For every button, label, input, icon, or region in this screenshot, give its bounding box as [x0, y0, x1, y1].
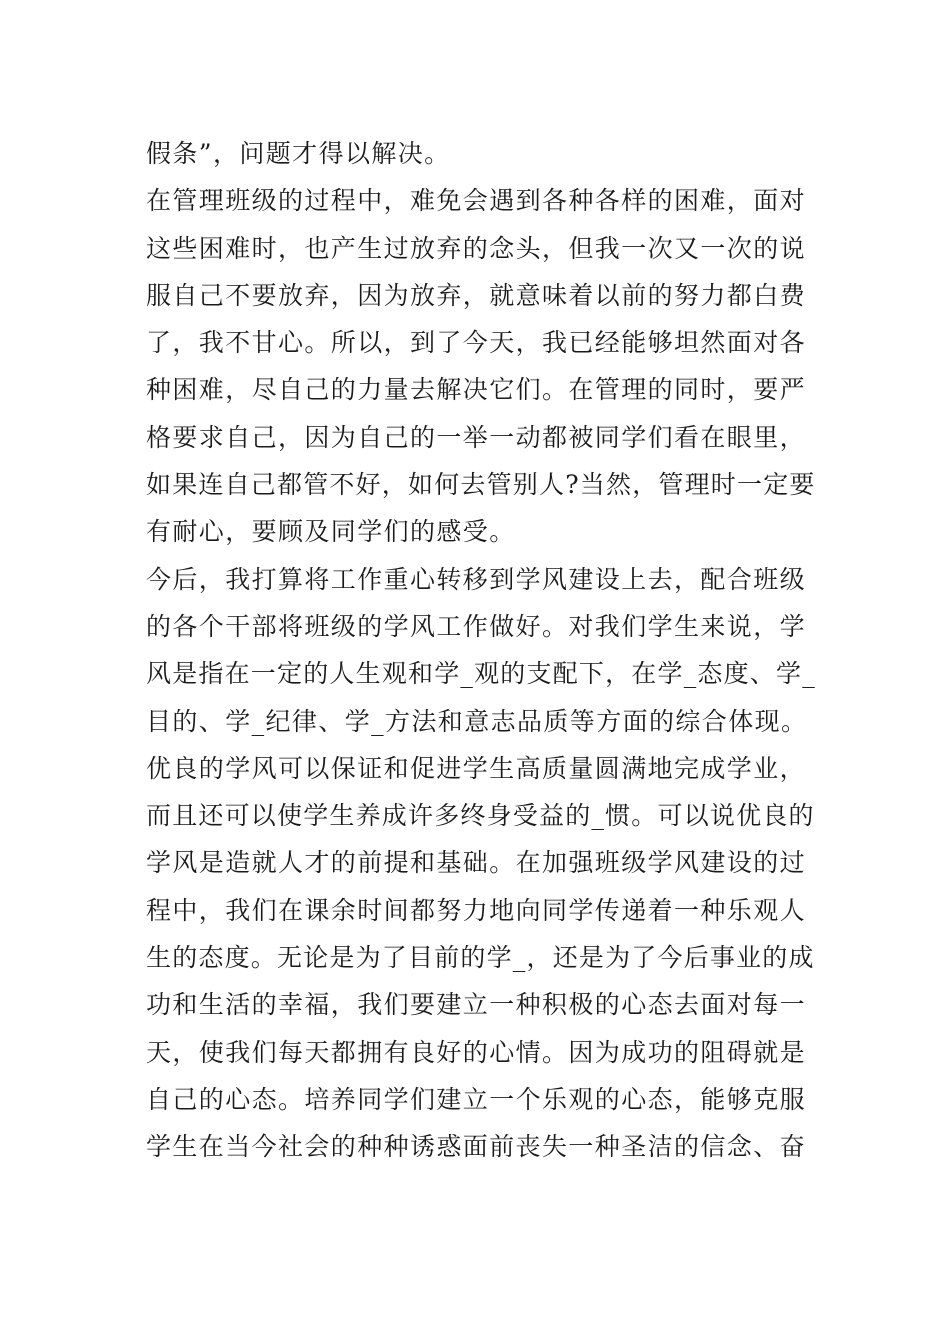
- text-line: 风是指在一定的人生观和学_观的支配下，在学_态度、学_: [146, 659, 816, 689]
- text-line: 假条”，问题才得以解决。: [146, 139, 451, 168]
- text-line: 天，使我们每天都拥有良好的心情。因为成功的阻碍就是: [146, 1037, 807, 1067]
- text-line: 了，我不甘心。所以，到了今天，我已经能够坦然面对各: [146, 328, 807, 358]
- text-line: 生的态度。无论是为了目前的学_，还是为了今后事业的成: [146, 943, 815, 973]
- text-line: 在管理班级的过程中，难免会遇到各种各样的困难，面对: [146, 186, 807, 216]
- text-line: 格要求自己，因为自己的一举一动都被同学们看在眼里，: [146, 422, 807, 452]
- document-body: [146, 130, 816, 1171]
- text-line: 自己的心态。培养同学们建立一个乐观的心态，能够克服: [146, 1084, 807, 1114]
- text-line: 种困难，尽自己的力量去解决它们。在管理的同时，要严: [146, 375, 807, 405]
- text-line: 的各个干部将班级的学风工作做好。对我们学生来说，学: [146, 611, 807, 641]
- text-line: 有耐心，要顾及同学们的感受。: [146, 517, 516, 547]
- text-line: 这些困难时，也产生过放弃的念头，但我一次又一次的说: [146, 233, 807, 263]
- text-line: 优良的学风可以保证和促进学生高质量圆满地完成学业，: [146, 753, 807, 783]
- text-line: 而且还可以使学生养成许多终身受益的_惯。可以说优良的: [146, 801, 815, 831]
- text-line: 学生在当今社会的种种诱惑面前丧失一种圣洁的信念、奋: [146, 1132, 807, 1162]
- text-line: 服自己不要放弃，因为放弃，就意味着以前的努力都白费: [146, 280, 807, 310]
- text-line: 目的、学_纪律、学_方法和意志品质等方面的综合体现。: [146, 706, 808, 736]
- text-line: 今后，我打算将工作重心转移到学风建设上去，配合班级: [146, 564, 807, 594]
- text-line: 学风是造就人才的前提和基础。在加强班级学风建设的过: [146, 848, 807, 878]
- text-line: 程中，我们在课余时间都努力地向同学传递着一种乐观人: [146, 895, 807, 925]
- text-line: 如果连自己都管不好，如何去管别人?当然，管理时一定要: [146, 470, 816, 500]
- text-line: 功和生活的幸福，我们要建立一种积极的心态去面对每一: [146, 990, 807, 1020]
